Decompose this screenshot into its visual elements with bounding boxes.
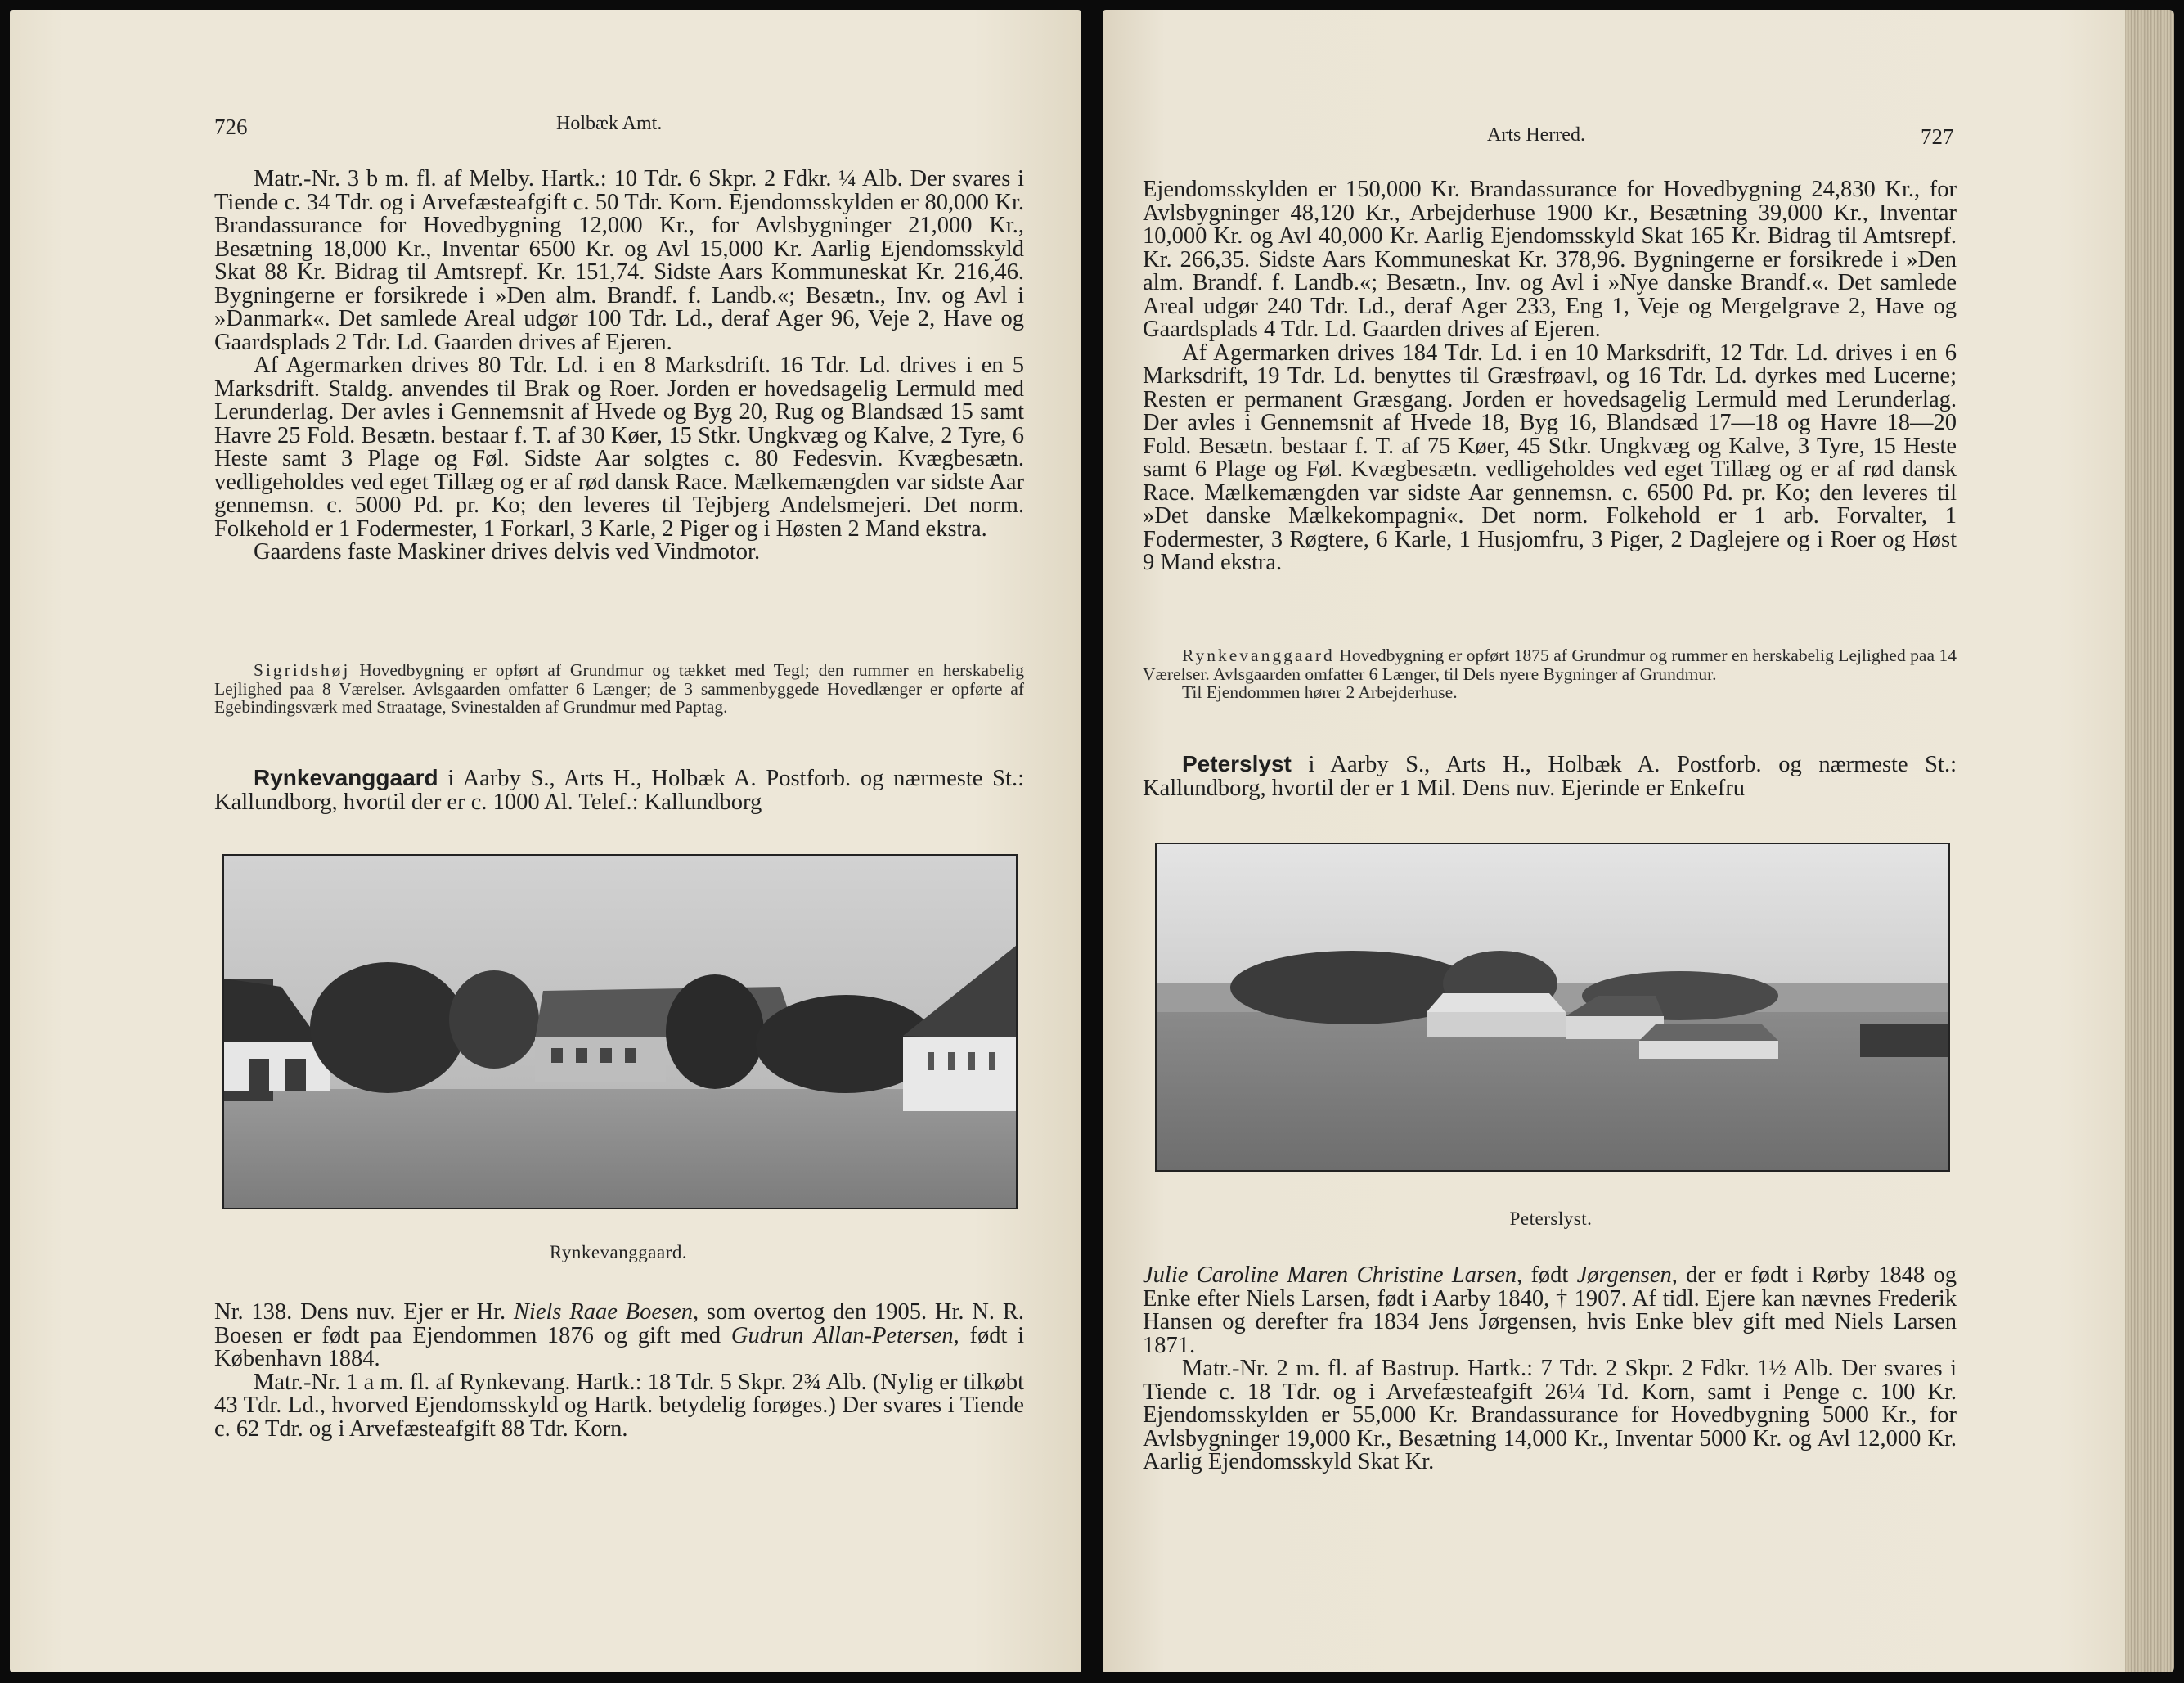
owner-maiden-name: Jørgensen (1576, 1262, 1672, 1288)
right-photo-caption: Peterslyst. (1509, 1208, 1593, 1229)
entry2-text-a: Nr. 138. Dens nuv. Ejer er Hr. (214, 1299, 514, 1325)
right-note-text: Hovedbygning er opført 1875 af Grundmur og rummer en herskabelig Lejlighed paa 14 Værelser. Avlsgaarden omfatter 6 Længer, til Dels nyere Bygninger af Grundmur. (1143, 646, 1957, 684)
left-page-number: 726 (214, 115, 248, 139)
left-running-head: Holbæk Amt. (556, 113, 663, 134)
entry2-text-b: , som overtog den 1905. Hr. N. R. Boesen er født paa Ejendommen 1876 og gift med (214, 1299, 1024, 1348)
peterslyst-owner-name: Julie Caroline Maren Christine Larsen (1143, 1262, 1517, 1288)
note-name-sigridshoj: Sigridshøj (254, 660, 351, 680)
left-entry2-intro (214, 767, 1024, 814)
book-gutter (1081, 10, 1103, 1672)
page-edges (2125, 10, 2174, 1672)
entry-intro: i Aarby S., Arts H., Holbæk A. Postforb. og nærmeste St.: Kallundborg, hvortil der er c. 1000 Al. Telef.: Kallundborg (214, 766, 1024, 815)
left-photo-caption: Rynkevanggaard. (549, 1242, 688, 1262)
left-paragraph-2: Af Agermarken drives 80 Tdr. Ld. i en 8 Marksdrift. 16 Tdr. Ld. drives i en 5 Marksdrift. Staldg. anvendes til Brak og Roer. Jorden er hovedsagelig Lermuld med Lerunderlag. Der avles i Gennemsnit af Hvede og Byg 20, Rug og Blandsæd 15 samt Havre 25 Fold. Besætn. bestaar f. T. af 30 Køer, 15 Stkr. Ungkvæg og Kalve, 2 Tyre, 6 Heste samt 3 Plage og Føl. Sidste Aar solgtes c. 80 Fedesvin. Kvægbesætn. vedligeholdes ved eget Tillæg og er af rød dansk Race. Mælkemængden var sidste Aar gennemsn. c. 5000 Pd. pr. Ko; den leveres til Tejbjerg Andelsmejeri. Det norm. Folkehold er 1 Fodermester, 1 Forkarl, 3 Karle, 2 Piger og i Høsten 2 Mand ekstra. (214, 353, 1024, 542)
owner-text-b: , der er født i Rørby 1848 og Enke efter Niels Larsen, født i Aarby 1840, † 1907. Af tidl. Ejere kan nævnes Frederik Hansen og derefter fra 1834 Jens Jørgensen, hvis Enke blev gift med Niels Larsen 1871. (1143, 1262, 1957, 1358)
right-entry-body (1143, 1264, 1957, 1474)
farmyard-image (224, 856, 1016, 1208)
peterslyst-photo (1155, 843, 1950, 1172)
entry-name-peterslyst: Peterslyst (1182, 751, 1292, 776)
left-small-note (214, 661, 1024, 717)
rynkevanggaard-photo (222, 854, 1018, 1209)
peterslyst-matr: Matr.-Nr. 2 m. fl. af Bastrup. Hartk.: 7 Tdr. 2 Skpr. 2 Fdkr. 1½ Alb. Der svares i Tiende c. 18 Tdr. og i Arvefæsteafgift 26¼ Td. Korn, samt i Penge c. 100 Kr. Ejendomsskylden er 55,000 Kr. Brandassurance for Hovedbygning 5000 Kr., for Avlsbygninger 19,000 Kr., Besætning 14,000 Kr., Inventar 5000 Kr. og Avl 12,000 Kr. Aarlig Ejendomsskyld Skat Kr. (1143, 1356, 1957, 1474)
farmstead-landscape-image (1157, 844, 1948, 1170)
entry-name-rynkevanggaard: Rynkevanggaard (254, 765, 438, 790)
right-body (1143, 178, 1957, 575)
right-small-note (1143, 646, 1957, 702)
left-paragraph-1: Matr.-Nr. 3 b m. fl. af Melby. Hartk.: 10 Tdr. 6 Skpr. 2 Fdkr. ¼ Alb. Der svares i Tiende c. 34 Tdr. og i Arvefæsteafgift c. 50 Tdr. Korn. Ejendomsskylden er 80,000 Kr. Brandassurance for Hovedbygning 12,000 Kr., for Avlsbygninger 21,000 Kr., Besætning 18,000 Kr., Inventar 6500 Kr. og Avl 15,000 Kr. Aarlig Ejendomsskyld Skat 88 Kr. Bidrag til Amtsrepf. Kr. 151,74. Sidste Aars Kommuneskat Kr. 216,46. Bygningerne er forsikrede i »Den alm. Brandf. f. Landb.«; Besætn., Inv. og Avl i »Danmark«. Det samlede Areal udgør 100 Tdr. Ld., deraf Ager 96, Veje 2, Have og Gaardsplads 2 Tdr. Ld. Gaarden drives af Ejeren. (214, 166, 1024, 355)
note-text: Hovedbygning er opført af Grundmur og tækket med Tegl; den rummer en herskabelig Lejlighed paa 8 Værelser. Avlsgaarden omfatter 6 Længer; de 3 sammenbyggede Hovedlænger er opførte af Egebindingsværk med Straatage, Svinestalden af Grundmur med Paptag. (214, 660, 1024, 717)
left-entry2-body (214, 1301, 1024, 1441)
note-name-rynkevanggaard: Rynkevanggaard (1182, 646, 1335, 665)
right-entry-intro (1143, 753, 1957, 800)
owner-name: Niels Raae Boesen (513, 1299, 693, 1325)
right-page-number: 727 (1921, 124, 1954, 149)
right-paragraph-1: Ejendomsskylden er 150,000 Kr. Brandassurance for Hovedbygning 24,830 Kr., for Avlsbygninger 48,120 Kr., Arbejderhuse 1900 Kr., Besætning 39,000 Kr., Inventar 10,000 Kr. og Avl 40,000 Kr. Aarlig Ejendomsskyld Skat 165 Kr. Bidrag til Amtsrepf. Kr. 266,35. Sidste Aars Kommuneskat Kr. 378,96. Bygningerne er forsikrede i »Den alm. Brandf. f. Landb.«; Besætn., Inv. og Avl i »Nye danske Brandf.«. Det samlede Areal udgør 240 Tdr. Ld., deraf Ager 233, Eng 1, Veje og Mergelgrave 2, Have og Gaardsplads 4 Tdr. Ld. Gaarden drives af Ejeren. (1143, 177, 1957, 342)
entry2-matr: Matr.-Nr. 1 a m. fl. af Rynkevang. Hartk.: 18 Tdr. 5 Skpr. 2¾ Alb. (Nylig er tilkøbt 43 Tdr. Ld., hvorved Ejendomsskyld og Hartk. betydelig forøges.) Der svares i Tiende c. 62 Tdr. og i Arvefæsteafgift 88 Tdr. Korn. (214, 1369, 1024, 1442)
wife-name: Gudrun Allan-Petersen (730, 1322, 954, 1348)
right-paragraph-2: Af Agermarken drives 184 Tdr. Ld. i en 10 Marksdrift, 12 Tdr. Ld. drives i en 6 Marksdrift, 19 Tdr. Ld. benyttes til Græsfrøavl, og 16 Tdr. Ld. dyrkes med Lucerne; Resten er permanent Græsgang. Jorden er hovedsagelig Lermuld med Lerunderlag. Der avles i Gennemsnit af Hvede 18, Byg 16, Blandsæd 17—18 og Havre 18—20 Fold. Besætn. bestaar f. T. af 75 Køer, 45 Stkr. Ungkvæg og Kalve, 3 Tyre, 15 Heste samt 6 Plage og Føl. Kvægbesætn. vedligeholdes ved eget Tillæg og er af rød dansk Race. Mælkemængden var sidste Aar gennemsn. c. 6500 Pd. pr. Ko; den leveres til »Det danske Mælkekompagni«. Det norm. Folkehold er 1 arb. Forvalter, 1 Fodermester, 3 Røgtere, 6 Karle, 1 Husjomfru, 3 Piger, 2 Daglejere og i Roer og Høst 9 Mand ekstra. (1143, 340, 1957, 575)
right-note-line2: Til Ejendommen hører 2 Arbejderhuse. (1182, 682, 1458, 702)
entry2-text-c: , født i København 1884. (214, 1322, 1024, 1371)
left-entry1 (214, 168, 1024, 565)
right-running-head: Arts Herred. (1487, 124, 1585, 146)
owner-text-a: , født (1517, 1262, 1577, 1288)
left-paragraph-3: Gaardens faste Maskiner drives delvis ved Vindmotor. (254, 539, 761, 565)
peterslyst-intro: i Aarby S., Arts H., Holbæk A. Postforb. og nærmeste St.: Kallundborg, hvortil der er 1 Mil. Dens nuv. Ejerinde er Enkefru (1143, 752, 1957, 801)
